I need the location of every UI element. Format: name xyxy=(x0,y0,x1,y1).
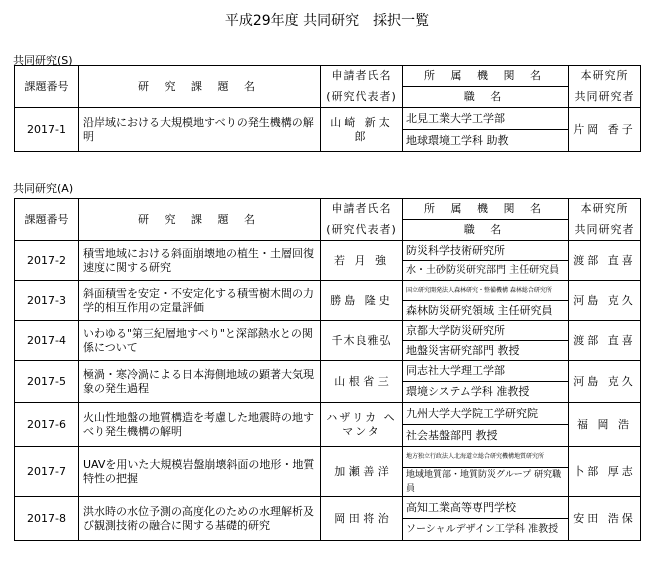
project-theme: 沿岸域における大規模地すべりの発生機構の解明 xyxy=(79,108,321,152)
affiliation: 九州大学大学院工学研究院 xyxy=(403,403,569,425)
job-title: 森林防災研究領域 主任研究員 xyxy=(403,301,569,321)
header-partner-sub: 共同研究者 xyxy=(569,87,641,108)
applicant-name: ハザリカ ヘマンタ xyxy=(321,403,403,447)
job-title: 地球環境工学科 助教 xyxy=(403,130,569,152)
page-title: 平成29年度 共同研究 採択一覧 xyxy=(224,13,430,29)
partner-name: 渡部 直喜 xyxy=(569,241,641,281)
project-number: 2017-3 xyxy=(15,281,79,321)
applicant-name: 岡 田 将 治 xyxy=(321,497,403,541)
table-row xyxy=(15,321,641,341)
header-post: 職 名 xyxy=(403,220,569,241)
affiliation: 京都大学防災研究所 xyxy=(403,321,569,341)
applicant-name: 若 月 強 xyxy=(321,241,403,281)
affiliation: 北見工業大学工学部 xyxy=(403,108,569,130)
project-number: 2017-8 xyxy=(15,497,79,541)
header-theme: 研 究 課 題 名 xyxy=(79,66,321,108)
table-row xyxy=(15,403,641,425)
applicant-name: 山崎 新太郎 xyxy=(321,108,403,152)
header-applicant-sub: (研究代表者) xyxy=(321,220,403,241)
header-partner-sub: 共同研究者 xyxy=(569,220,641,241)
partner-name: 渡部 直喜 xyxy=(569,321,641,361)
project-number: 2017-5 xyxy=(15,361,79,403)
table-row xyxy=(15,361,641,382)
partner-name: 片岡 香子 xyxy=(569,108,641,152)
job-title: 地盤災害研究部門 教授 xyxy=(403,341,569,361)
project-number: 2017-4 xyxy=(15,321,79,361)
partner-name: 河島 克久 xyxy=(569,281,641,321)
applicant-name: 加 瀬 善 洋 xyxy=(321,447,403,497)
project-theme: 積雪地域における斜面崩壊地の植生・土層回復速度に関する研究 xyxy=(79,241,321,281)
project-theme: 極渦・寒冷渦による日本海側地域の顕著大気現象の発生過程 xyxy=(79,361,321,403)
header-theme: 研 究 課 題 名 xyxy=(79,199,321,241)
header-number: 課題番号 xyxy=(15,199,79,241)
project-number: 2017-7 xyxy=(15,447,79,497)
project-theme: いわゆる"第三紀層地すべり"と深部熱水との関係について xyxy=(79,321,321,361)
affiliation: 防災科学技術研究所 xyxy=(403,241,569,261)
section-heading-s: 共同研究(S) xyxy=(13,54,73,67)
section-heading-a: 共同研究(A) xyxy=(13,182,74,195)
job-title: 水・土砂防災研究部門 主任研究員 xyxy=(403,261,569,281)
job-title: 社会基盤部門 教授 xyxy=(403,425,569,447)
partner-name: 福 岡 浩 xyxy=(569,403,641,447)
job-title: 地域地質部・地質防災グループ 研究職員 xyxy=(403,468,569,497)
applicant-name: 山 根 省 三 xyxy=(321,361,403,403)
partner-name: 安田 浩保 xyxy=(569,497,641,541)
affiliation: 地方独立行政法人北海道立総合研究機構地質研究所 xyxy=(403,447,569,468)
header-applicant: 申請者氏名 xyxy=(321,199,403,220)
table-s xyxy=(14,65,641,152)
project-theme: 斜面積雪を安定・不安定化する積雪樹木間の力学的相互作用の定量評価 xyxy=(79,281,321,321)
table-row xyxy=(15,497,641,519)
table-row xyxy=(15,447,641,468)
table-row xyxy=(15,241,641,261)
project-number: 2017-6 xyxy=(15,403,79,447)
header-partner: 本研究所 xyxy=(569,66,641,87)
project-number: 2017-1 xyxy=(15,108,79,152)
table-row xyxy=(15,281,641,301)
header-affiliation: 所 属 機 関 名 xyxy=(403,66,569,87)
header-applicant-sub: (研究代表者) xyxy=(321,87,403,108)
partner-name: 河島 克久 xyxy=(569,361,641,403)
project-theme: 洪水時の水位予測の高度化のための水理解析及び観測技術の融合に関する基礎的研究 xyxy=(79,497,321,541)
header-applicant: 申請者氏名 xyxy=(321,66,403,87)
project-theme: 火山性地盤の地質構造を考慮した地震時の地すべり発生機構の解明 xyxy=(79,403,321,447)
project-theme: UAVを用いた大規模岩盤崩壊斜面の地形・地質特性の把握 xyxy=(79,447,321,497)
applicant-name: 千木良雅弘 xyxy=(321,321,403,361)
project-number: 2017-2 xyxy=(15,241,79,281)
header-post: 職 名 xyxy=(403,87,569,108)
partner-name: 卜部 厚志 xyxy=(569,447,641,497)
job-title: 環境システム学科 准教授 xyxy=(403,382,569,403)
header-partner: 本研究所 xyxy=(569,199,641,220)
affiliation: 高知工業高等専門学校 xyxy=(403,497,569,519)
affiliation: 国立研究開発法人森林研究・整備機構 森林総合研究所 xyxy=(403,281,569,301)
header-affiliation: 所 属 機 関 名 xyxy=(403,199,569,220)
header-number: 課題番号 xyxy=(15,66,79,108)
table-a xyxy=(14,198,641,541)
job-title: ソーシャルデザイン工学科 准教授 xyxy=(403,519,569,541)
affiliation: 同志社大学理工学部 xyxy=(403,361,569,382)
applicant-name: 勝島 隆史 xyxy=(321,281,403,321)
table-row xyxy=(15,108,641,130)
